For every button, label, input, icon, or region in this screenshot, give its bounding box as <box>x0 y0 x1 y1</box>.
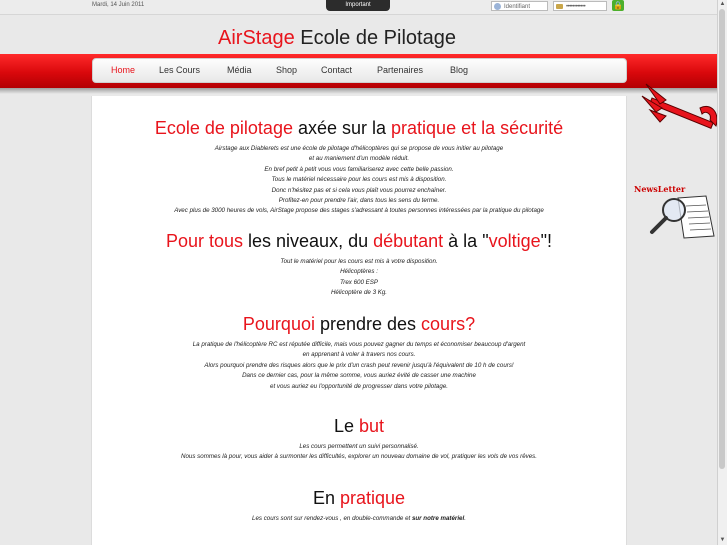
heading-segment: axée sur la <box>292 118 392 138</box>
text-line: La pratique de l'hélicoptère RC est réputée difficile, mais vous pouvez gagner du temps et économiser beaucoup d'argent <box>192 341 526 348</box>
site-subtitle: Ecole de Pilotage <box>294 27 456 49</box>
pitchfork-logo <box>640 74 720 154</box>
key-icon <box>556 4 563 9</box>
text-line: Hélicoptères : <box>340 268 378 276</box>
password-mask: •••••••••••• <box>566 4 586 10</box>
newsletter-label: NewsLetter <box>634 184 686 194</box>
heading-segment: En <box>312 488 340 508</box>
lock-icon: 🔒 <box>613 1 623 10</box>
password-input[interactable] <box>553 1 607 11</box>
heading-segment: à la " <box>443 231 489 251</box>
heading-segment: Pourquoi <box>242 314 315 334</box>
heading-niveaux <box>92 231 626 252</box>
date-label: Mardi, 14 Juin 2011 <box>92 2 145 8</box>
main-nav <box>92 58 627 83</box>
scroll-down-arrow-icon[interactable]: ▼ <box>719 537 726 543</box>
login-button[interactable] <box>612 0 624 11</box>
text-line: Donc n'hésitez pas et si cela vous plaît vous pourrez enchaîner. <box>271 186 447 194</box>
heading-segment: cours? <box>421 314 476 334</box>
heading-segment: Pour tous <box>165 231 244 251</box>
text-line: en apprenant à voler à travers nos cours. <box>302 351 416 359</box>
heading-segment: Ecole de pilotage <box>154 118 293 138</box>
heading-segment: Le <box>333 416 359 436</box>
scroll-up-arrow-icon[interactable]: ▲ <box>719 1 726 7</box>
paragraph-but <box>92 442 626 463</box>
text-line: Avec plus de 3000 heures de vols, AirStage propose des stages s'adressant à toutes personnes intéressées par la pratique du pilotage <box>174 207 544 215</box>
nav-shop[interactable]: Shop <box>276 65 298 75</box>
text-line: Les cours permettent un suivi personnalisé. <box>299 443 419 450</box>
heading-segment: but <box>359 416 385 436</box>
bold-materiel: sur notre matériel <box>411 515 465 522</box>
paragraph-niveaux <box>92 257 626 299</box>
text-line: Tout le matériel pour les cours est mis à votre disposition. <box>280 258 438 265</box>
paragraph-pourquoi <box>92 340 626 392</box>
nav-contact[interactable]: Contact <box>321 65 353 75</box>
top-bar <box>0 0 718 15</box>
heading-pourquoi <box>92 314 626 335</box>
text-line: Trex 600 ESP <box>339 278 379 286</box>
paragraph-pratique <box>92 514 626 524</box>
login-input[interactable] <box>491 1 548 11</box>
heading-segment: les niveaux, du <box>243 231 374 251</box>
nav-partenaires[interactable]: Partenaires <box>377 65 424 75</box>
heading-segment: voltige <box>488 231 541 251</box>
text-line: Tous le matériel nécessaire pour les cours est mis à disposition. <box>271 176 447 184</box>
text-line: Airstage aux Diablerets est une école de pilotage d'hélicoptères qui se propose de vous initier au pilotage <box>214 145 504 152</box>
heading-pratique <box>92 488 626 509</box>
heading-segment: pratique et la sécurité <box>391 118 564 138</box>
text-line: Dans ce dernier cas, pour la même somme, vous auriez évité de casser une machine <box>242 372 476 380</box>
text-line: En bref petit à petit vous vous familiariserez avec cette belle passion. <box>264 165 454 173</box>
text-line: Hélicoptère de 3 Kg. <box>330 289 388 297</box>
heading-segment: débutant <box>373 231 444 251</box>
text-line: et vous auriez eu l'opportunité de progresser dans votre pilotage. <box>270 382 448 390</box>
heading-but <box>92 416 626 437</box>
main-content <box>91 96 627 545</box>
text-line: Les cours sont sur rendez-vous , en double-commande et sur notre matériel. <box>252 515 466 522</box>
heading-ecole <box>92 118 626 139</box>
text-line: Alors pourquoi prendre des risques alors que le prix d'un crash peut revenir jusqu'à l'équivalent de 10 h de cours! <box>204 361 514 369</box>
nav-home[interactable]: Home <box>111 65 136 75</box>
heading-segment: prendre des <box>314 314 422 334</box>
magnifier-icon <box>638 192 718 240</box>
nav-les-cours[interactable]: Les Cours <box>159 65 201 75</box>
user-icon <box>494 3 501 10</box>
nav-blog[interactable]: Blog <box>450 65 469 75</box>
paragraph-ecole <box>92 144 626 217</box>
login-placeholder: Identifiant <box>504 4 531 10</box>
header-shadow <box>0 88 718 94</box>
important-tab[interactable]: Important <box>326 0 390 11</box>
text-line: Nous sommes là pour, vous aider à surmonter les difficultés, explorer un nouveau domaine de vol, pratiquer les vols de vos rêves. <box>181 453 537 461</box>
scroll-thumb[interactable] <box>719 9 725 469</box>
newsletter-widget[interactable] <box>634 184 718 240</box>
heading-segment: pratique <box>339 488 406 508</box>
text-line: Profitez-en pour prendre l'air, dans tous les sens du terme. <box>278 197 440 205</box>
page-scrollbar[interactable] <box>717 0 727 545</box>
heading-segment: "! <box>540 231 553 251</box>
nav-media[interactable]: Média <box>227 65 252 75</box>
text-line: et au maniement d'un modèle réduit. <box>308 155 410 163</box>
brand-name: AirStage <box>218 27 295 49</box>
site-title[interactable] <box>218 27 456 50</box>
